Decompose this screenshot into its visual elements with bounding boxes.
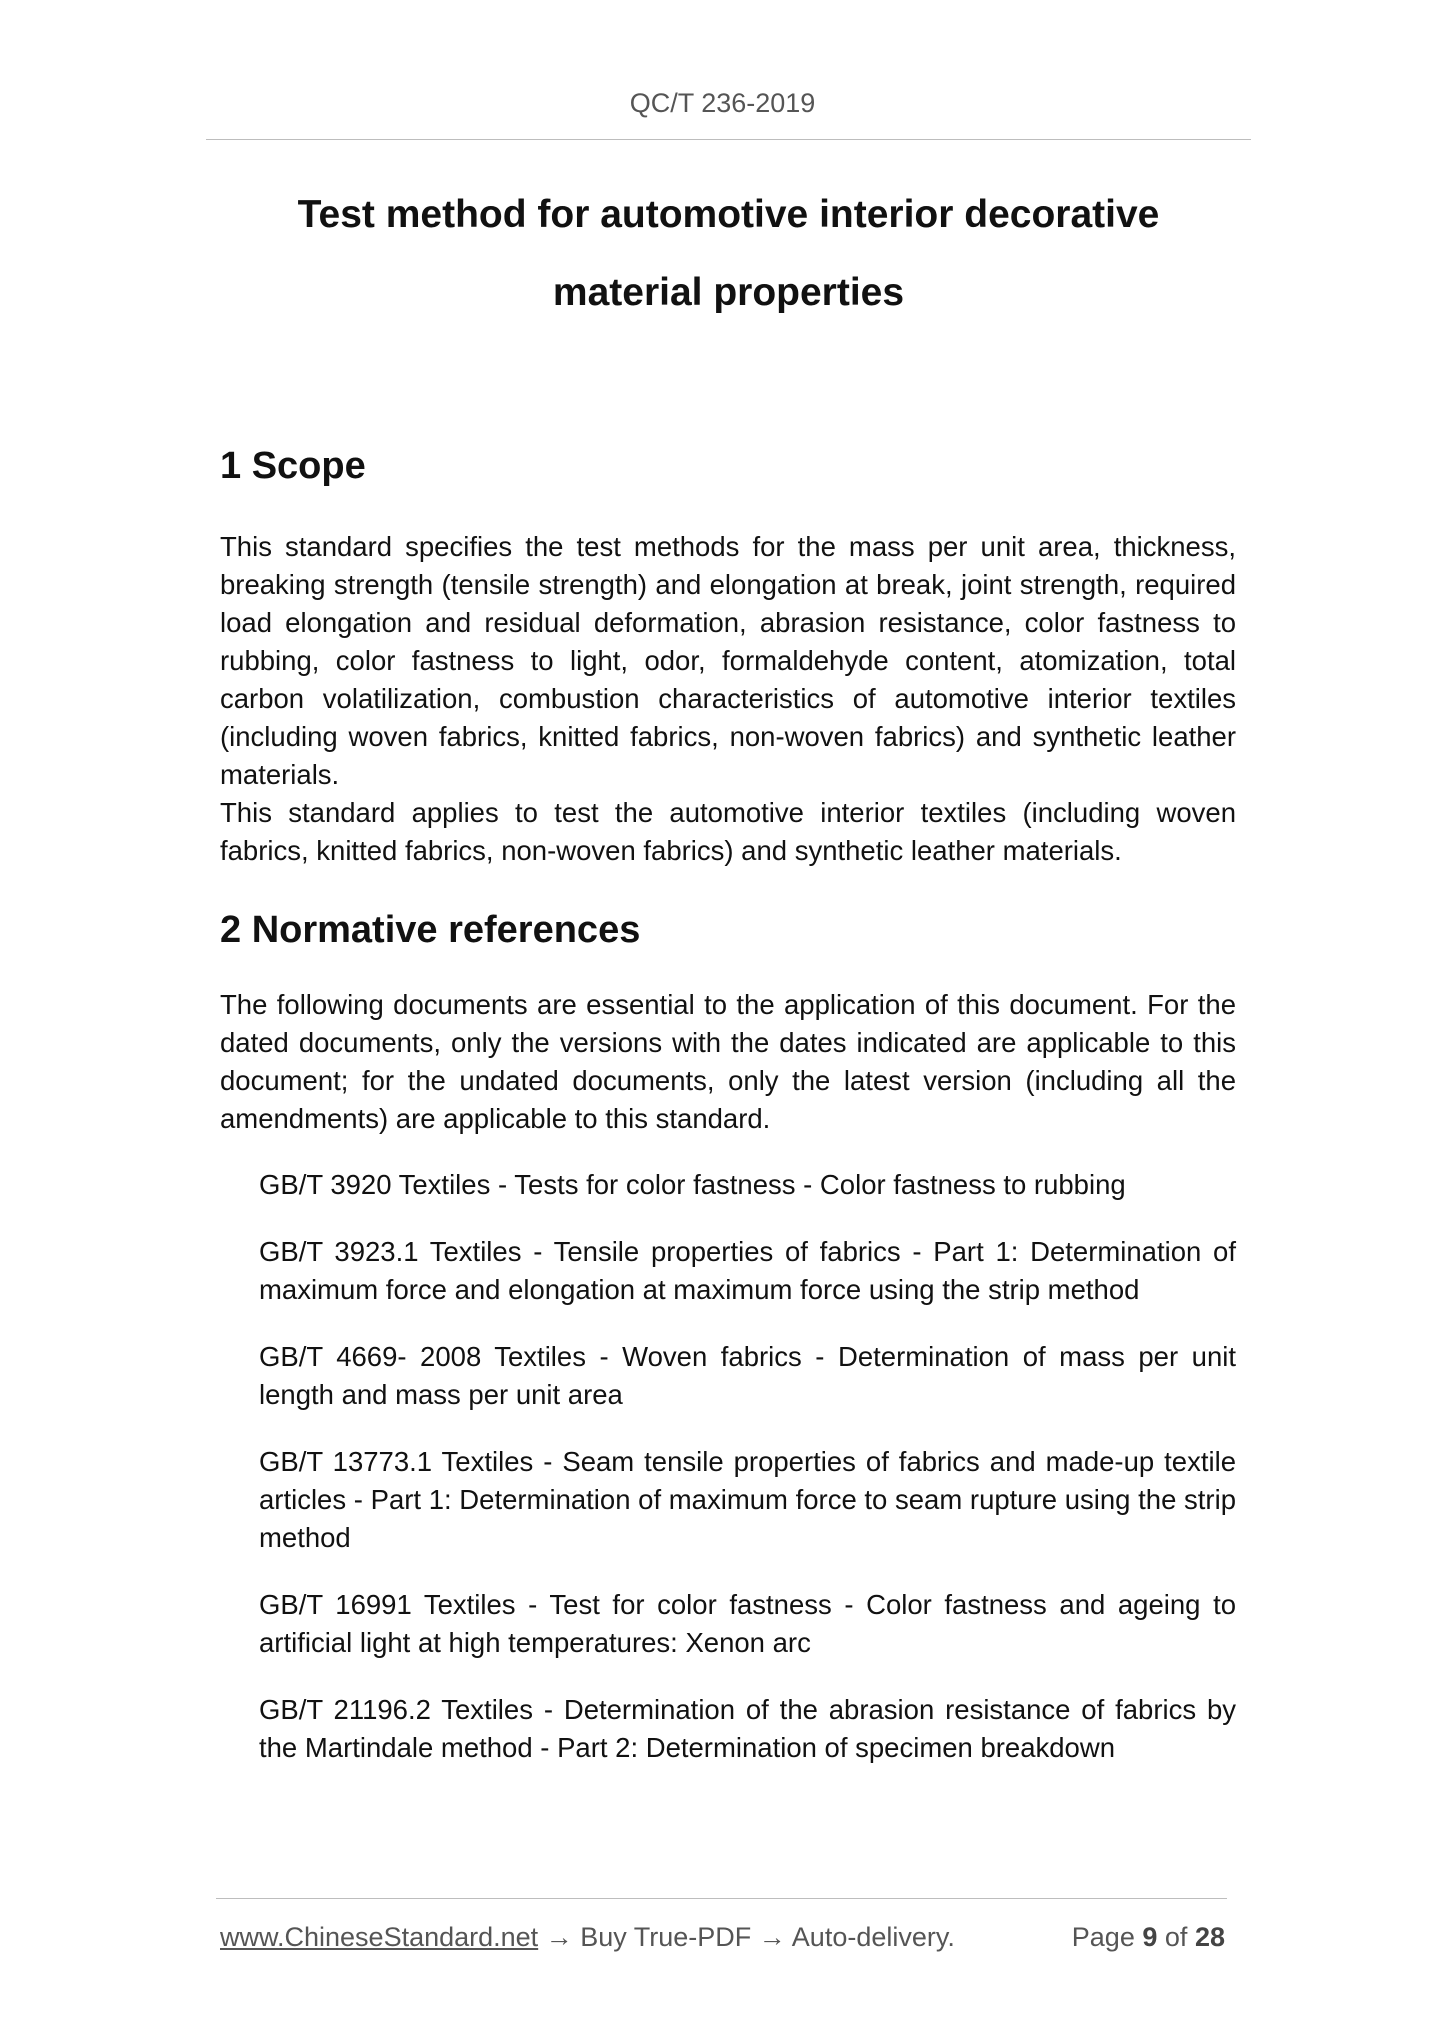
title-line-2: material properties (552, 271, 905, 314)
normative-intro-paragraph: The following documents are essential to the application of this document. For the dated documents, only the versions with the dates indicated are applicable to this document; for the undated documents, only the latest version (including all the amendments) are applicable to this standard. (220, 989, 1236, 1134)
section-heading-scope: 1 Scope (220, 445, 366, 487)
arrow-right-icon: → (758, 1922, 786, 1952)
reference-item: GB/T 3920 Textiles - Tests for color fastness - Color fastness to rubbing (259, 1169, 1126, 1200)
page-indicator (1072, 1922, 1225, 1953)
document-body (220, 438, 1236, 1767)
total-pages-number: 28 (1194, 1922, 1225, 1952)
current-page-number: 9 (1142, 1922, 1158, 1952)
scope-paragraph: This standard specifies the test methods for the mass per unit area, thickness, breaking strength (tensile strength) and elongation at break, joint strength, required load elongation and residual deformation, abrasion resistance, color fastness to rubbing, color fastness to light, odor, formaldehyde content, atomization, total carbon volatilization, combustion characteristics of automotive interior textiles (including woven fabrics, knitted fabrics, non-woven fabrics) and synthetic leather materials. (220, 531, 1236, 790)
auto-delivery-text: Auto-delivery. (791, 1922, 955, 1952)
website-link[interactable]: www.ChineseStandard.net (220, 1922, 539, 1952)
header-divider (206, 139, 1251, 140)
reference-item: GB/T 16991 Textiles - Test for color fastness - Color fastness and ageing to artificial light at high temperatures: Xenon arc (259, 1589, 1236, 1658)
footer-divider (216, 1898, 1227, 1899)
document-code-header: QC/T 236-2019 (629, 88, 816, 118)
reference-list (220, 1166, 1236, 1767)
page-label: Page (1071, 1922, 1135, 1952)
reference-item: GB/T 4669- 2008 Textiles - Woven fabrics - Determination of mass per unit length and mass per unit area (259, 1341, 1236, 1410)
reference-item: GB/T 3923.1 Textiles - Tensile properties of fabrics - Part 1: Determination of maximum force and elongation at maximum force using the strip method (259, 1236, 1236, 1305)
page-footer (220, 1922, 1225, 1953)
of-label: of (1164, 1922, 1188, 1952)
buy-pdf-text: Buy True-PDF (580, 1922, 752, 1952)
arrow-right-icon: → (545, 1922, 573, 1952)
title-line-1: Test method for automotive interior decorative (297, 193, 1160, 236)
footer-promo (220, 1922, 955, 1953)
reference-item: GB/T 21196.2 Textiles - Determination of the abrasion resistance of fabrics by the Martindale method - Part 2: Determination of specimen breakdown (259, 1694, 1236, 1763)
document-title (206, 176, 1251, 332)
section-heading-normative-references: 2 Normative references (220, 909, 641, 951)
scope-paragraph: This standard applies to test the automotive interior textiles (including woven fabrics, knitted fabrics, non-woven fabrics) and synthetic leather materials. (220, 797, 1236, 866)
reference-item: GB/T 13773.1 Textiles - Seam tensile properties of fabrics and made-up textile articles - Part 1: Determination of maximum force to seam rupture using the strip method (259, 1446, 1236, 1553)
